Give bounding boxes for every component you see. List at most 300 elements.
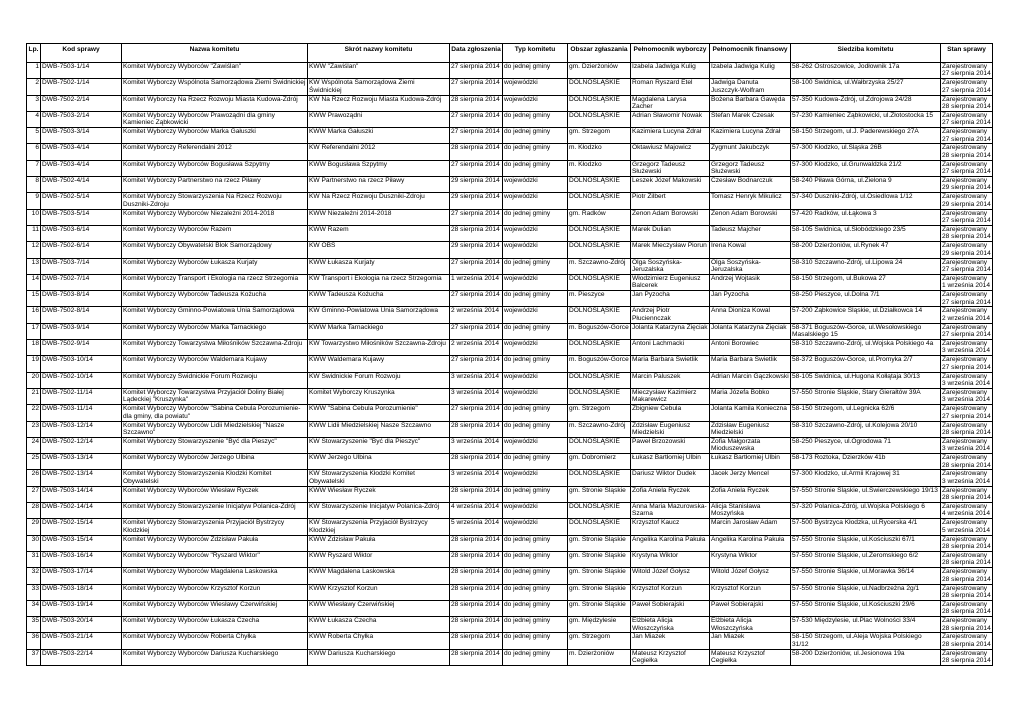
cell-skrot-nazwy: KWW Marka Tarnackiego xyxy=(308,323,450,339)
cell-lp: 17 xyxy=(27,323,41,339)
cell-lp: 33 xyxy=(27,584,41,600)
cell-lp: 9 xyxy=(27,193,41,209)
cell-pelnomocnik-finansowy: Paweł Sobierajski xyxy=(710,600,791,616)
header-skrot-nazwy: Skrót nazwy komitetu xyxy=(308,44,450,63)
cell-siedziba: 57-300 Kłodzko, ul.Śląska 26B xyxy=(791,144,941,160)
table-row xyxy=(27,177,993,193)
cell-siedziba: 58-173 Roztoka, Dzierzków 41b xyxy=(791,454,941,470)
cell-data-zgloszenia: 3 września 2014 xyxy=(450,437,503,453)
cell-pelnomocnik-finansowy: Jacek Jerzy Mencel xyxy=(710,470,791,486)
cell-kod-sprawy: DWB-7502-2/14 xyxy=(41,95,122,111)
cell-nazwa-komitetu: Komitet Wyborczy Referendalni 2012 xyxy=(122,144,308,160)
table-row xyxy=(27,209,993,225)
cell-kod-sprawy: DWB-7503-11/14 xyxy=(41,405,122,421)
cell-stan-sprawy xyxy=(941,633,993,649)
cell-lp: 14 xyxy=(27,274,41,290)
cell-lp: 23 xyxy=(27,421,41,437)
cell-pelnomocnik-finansowy: Jan Pyzocha xyxy=(710,291,791,307)
cell-data-zgloszenia: 2 września 2014 xyxy=(450,340,503,356)
cell-skrot-nazwy: KWW Łukasza Czecha xyxy=(308,617,450,633)
cell-stan-sprawy xyxy=(941,421,993,437)
cell-nazwa-komitetu: Komitet Wyborczy Wyborców Wiesław Ryczek xyxy=(122,486,308,502)
cell-lp: 10 xyxy=(27,209,41,225)
cell-stan-sprawy xyxy=(941,486,993,502)
cell-typ-komitetu: do jednej gminy xyxy=(503,454,568,470)
cell-siedziba: 58-150 Strzegom, ul.J. Paderewskiego 27A xyxy=(791,128,941,144)
cell-nazwa-komitetu: Komitet Wyborczy Wyborców "Ryszard Wiktor" xyxy=(122,551,308,567)
cell-kod-sprawy: DWB-7503-22/14 xyxy=(41,649,122,665)
cell-pelnomocnik-finansowy: Maria Józefa Bobko xyxy=(710,388,791,404)
cell-obszar: m. Kłodzko xyxy=(568,144,631,160)
cell-obszar: gm. Stronie Śląskie xyxy=(568,600,631,616)
table-row xyxy=(27,307,993,323)
status-text: Zarejestrowany xyxy=(942,160,988,168)
cell-pelnomocnik-finansowy: Izabela Jadwiga Kulig xyxy=(710,63,791,79)
cell-pelnomocnik-wyborczy: Łukasz Bartłomiej Ulbin xyxy=(631,454,710,470)
status-text: Zarejestrowany xyxy=(942,63,988,70)
cell-obszar: gm. Dzierżoniów xyxy=(568,63,631,79)
cell-kod-sprawy: DWB-7503-10/14 xyxy=(41,356,122,372)
cell-data-zgloszenia: 28 sierpnia 2014 xyxy=(450,600,503,616)
cell-typ-komitetu: wojewódzki xyxy=(503,242,568,258)
cell-data-zgloszenia: 28 sierpnia 2014 xyxy=(450,225,503,241)
cell-typ-komitetu: do jednej gminy xyxy=(503,633,568,649)
status-date: 29 sierpnia 2014 xyxy=(942,200,991,208)
cell-lp: 32 xyxy=(27,568,41,584)
cell-stan-sprawy xyxy=(941,600,993,616)
cell-stan-sprawy xyxy=(941,160,993,176)
cell-data-zgloszenia: 29 sierpnia 2014 xyxy=(450,177,503,193)
cell-kod-sprawy: DWB-7502-6/14 xyxy=(41,242,122,258)
header-lp: Lp. xyxy=(27,44,41,63)
status-date: 27 sierpnia 2014 xyxy=(942,135,991,143)
cell-lp: 26 xyxy=(27,470,41,486)
status-text: Zarejestrowany xyxy=(942,242,988,250)
cell-stan-sprawy xyxy=(941,95,993,111)
cell-stan-sprawy xyxy=(941,617,993,633)
table-row xyxy=(27,160,993,176)
cell-nazwa-komitetu: Komitet Wyborczy Wyborców Magdalena Laskowska xyxy=(122,568,308,584)
cell-siedziba: 58-100 Świdnica, ul.Wałbrzyska 25/27 xyxy=(791,79,941,95)
cell-kod-sprawy: DWB-7502-7/14 xyxy=(41,274,122,290)
status-text: Zarejestrowany xyxy=(942,470,988,478)
status-text: Zarejestrowany xyxy=(942,454,988,462)
cell-kod-sprawy: DWB-7502-8/14 xyxy=(41,307,122,323)
cell-stan-sprawy xyxy=(941,79,993,95)
cell-siedziba: 57-230 Kamieniec Ząbkowicki, ul.Złotostocka 15 xyxy=(791,111,941,127)
cell-stan-sprawy xyxy=(941,340,993,356)
cell-siedziba: 57-200 Ząbkowice Śląskie, ul.Działkowca 14 xyxy=(791,307,941,323)
table-row xyxy=(27,486,993,502)
cell-obszar: m. Boguszów-Gorce xyxy=(568,356,631,372)
cell-nazwa-komitetu: Komitet Wyborczy Stowarzyszenia Na Rzecz Rozwoju Duszniki-Zdroju xyxy=(122,193,308,209)
cell-lp: 6 xyxy=(27,144,41,160)
cell-nazwa-komitetu: Komitet Wyborczy Stowarzyszenia Kłodzki Komitet Obywatelski xyxy=(122,470,308,486)
status-date: 27 sierpnia 2014 xyxy=(942,331,991,339)
cell-data-zgloszenia: 27 sierpnia 2014 xyxy=(450,291,503,307)
cell-data-zgloszenia: 3 września 2014 xyxy=(450,388,503,404)
table-row xyxy=(27,519,993,535)
cell-skrot-nazwy: KWW Tadeusza Kożucha xyxy=(308,291,450,307)
cell-siedziba: 58-310 Szczawno-Zdrój, ul.Lipowa 24 xyxy=(791,258,941,274)
cell-pelnomocnik-finansowy: Elżbieta Alicja Włoszczyńska xyxy=(710,617,791,633)
cell-typ-komitetu: wojewódzki xyxy=(503,437,568,453)
status-text: Zarejestrowany xyxy=(942,340,988,348)
cell-kod-sprawy: DWB-7503-14/14 xyxy=(41,486,122,502)
cell-nazwa-komitetu: Komitet Wyborczy Wyborców Jerzego Ulbina xyxy=(122,454,308,470)
status-text: Zarejestrowany xyxy=(942,193,988,201)
cell-skrot-nazwy: KW Transport i Ekologia na rzecz Strzegomia xyxy=(308,274,450,290)
cell-pelnomocnik-finansowy: Adrian Marcin Gączkowski xyxy=(710,372,791,388)
cell-stan-sprawy xyxy=(941,307,993,323)
cell-pelnomocnik-wyborczy: Krzysztof Korzun xyxy=(631,584,710,600)
cell-skrot-nazwy: KW Towarzystwo Miłośników Szczawna-Zdroju xyxy=(308,340,450,356)
cell-typ-komitetu: do jednej gminy xyxy=(503,209,568,225)
cell-lp: 27 xyxy=(27,486,41,502)
cell-nazwa-komitetu: Komitet Wyborczy Wspólnota Samorządowa Ziemi Świdnickiej xyxy=(122,79,308,95)
cell-obszar: gm. Strzegom xyxy=(568,128,631,144)
cell-skrot-nazwy: KW Partnerstwo na rzecz Piławy xyxy=(308,177,450,193)
header-stan-sprawy: Stan sprawy xyxy=(941,44,993,63)
cell-nazwa-komitetu: Komitet Wyborczy Wyborców Zdzisław Pakuła xyxy=(122,535,308,551)
cell-typ-komitetu: wojewódzki xyxy=(503,340,568,356)
table-row xyxy=(27,356,993,372)
cell-pelnomocnik-wyborczy: Elżbieta Alicja Włoszczyńska xyxy=(631,617,710,633)
cell-lp: 24 xyxy=(27,437,41,453)
cell-pelnomocnik-wyborczy: Anna Maria Mazurowska-Szarna xyxy=(631,503,710,519)
cell-pelnomocnik-finansowy: Krzysztof Korzun xyxy=(710,584,791,600)
cell-stan-sprawy xyxy=(941,225,993,241)
header-typ-komitetu: Typ komitetu xyxy=(503,44,568,63)
status-date: 28 sierpnia 2014 xyxy=(942,608,991,616)
status-text: Zarejestrowany xyxy=(942,258,988,266)
cell-nazwa-komitetu: Komitet Wyborczy Partnerstwo na rzecz Piławy xyxy=(122,177,308,193)
cell-pelnomocnik-wyborczy: Marek Mieczysław Piorun xyxy=(631,242,710,258)
cell-data-zgloszenia: 27 sierpnia 2014 xyxy=(450,128,503,144)
header-siedziba-komitetu: Siedziba komitetu xyxy=(791,44,941,63)
status-date: 27 sierpnia 2014 xyxy=(942,217,991,225)
cell-kod-sprawy: DWB-7502-15/14 xyxy=(41,519,122,535)
cell-nazwa-komitetu: Komitet Wyborczy Wyborców "Zawiślan" xyxy=(122,63,308,79)
cell-obszar: m. Dzierżoniów xyxy=(568,649,631,665)
table-row xyxy=(27,437,993,453)
cell-lp: 3 xyxy=(27,95,41,111)
cell-skrot-nazwy: KW Na Rzecz Rozwoju Duszniki-Zdroju xyxy=(308,193,450,209)
cell-pelnomocnik-finansowy: Zofia Aniela Ryczek xyxy=(710,486,791,502)
cell-data-zgloszenia: 5 września 2014 xyxy=(450,519,503,535)
cell-pelnomocnik-wyborczy: Kazimiera Lucyna Zdrał xyxy=(631,128,710,144)
cell-obszar: DOLNOŚLĄSKIE xyxy=(568,193,631,209)
status-date: 28 sierpnia 2014 xyxy=(942,543,991,551)
cell-data-zgloszenia: 28 sierpnia 2014 xyxy=(450,535,503,551)
cell-siedziba: 57-550 Stronie Śląskie, ul.Nadbrzeżna 2g/1 xyxy=(791,584,941,600)
status-text: Zarejestrowany xyxy=(942,388,988,396)
cell-stan-sprawy xyxy=(941,291,993,307)
cell-data-zgloszenia: 27 sierpnia 2014 xyxy=(450,356,503,372)
status-date: 28 sierpnia 2014 xyxy=(942,640,991,648)
status-date: 28 sierpnia 2014 xyxy=(942,428,991,436)
status-date: 2 września 2014 xyxy=(942,314,991,322)
cell-stan-sprawy xyxy=(941,177,993,193)
cell-typ-komitetu: wojewódzki xyxy=(503,519,568,535)
cell-siedziba: 58-105 Świdnica, ul.Słobódzkiego 23/5 xyxy=(791,225,941,241)
cell-stan-sprawy xyxy=(941,503,993,519)
cell-pelnomocnik-wyborczy: Leszek Józef Makowski xyxy=(631,177,710,193)
cell-skrot-nazwy: KWW Niezależni 2014-2018 xyxy=(308,209,450,225)
cell-kod-sprawy: DWB-7503-7/14 xyxy=(41,258,122,274)
header-nazwa-komitetu: Nazwa komitetu xyxy=(122,44,308,63)
cell-data-zgloszenia: 28 sierpnia 2014 xyxy=(450,144,503,160)
table-row xyxy=(27,95,993,111)
cell-pelnomocnik-wyborczy: Włodzimierz Eugeniusz Balcerek xyxy=(631,274,710,290)
cell-stan-sprawy xyxy=(941,584,993,600)
header-data-zgloszenia: Data zgłoszenia xyxy=(450,44,503,63)
cell-obszar: DOLNOŚLĄSKIE xyxy=(568,307,631,323)
cell-pelnomocnik-finansowy: Angelika Karolina Pakuła xyxy=(710,535,791,551)
cell-typ-komitetu: do jednej gminy xyxy=(503,551,568,567)
table-row xyxy=(27,111,993,127)
status-date: 27 sierpnia 2014 xyxy=(942,412,991,420)
cell-kod-sprawy: DWB-7503-9/14 xyxy=(41,323,122,339)
cell-kod-sprawy: DWB-7503-19/14 xyxy=(41,600,122,616)
cell-data-zgloszenia: 2 września 2014 xyxy=(450,307,503,323)
cell-nazwa-komitetu: Komitet Wyborczy Towarzystwa Miłośników Szczawna-Zdroju xyxy=(122,340,308,356)
cell-kod-sprawy: DWB-7502-9/14 xyxy=(41,340,122,356)
cell-pelnomocnik-finansowy: Tadeusz Majcher xyxy=(710,225,791,241)
status-date: 29 sierpnia 2014 xyxy=(942,249,991,257)
cell-pelnomocnik-wyborczy: Marcin Paluszek xyxy=(631,372,710,388)
cell-siedziba: 58-200 Dzierżoniów, ul.Rynek 47 xyxy=(791,242,941,258)
cell-nazwa-komitetu: Komitet Wyborczy Stowarzyszenie "Być dla Pieszyc" xyxy=(122,437,308,453)
cell-skrot-nazwy: KWW Prawoządni xyxy=(308,111,450,127)
cell-siedziba: 58-200 Dzierżoniów, ul.Jesionowa 19a xyxy=(791,649,941,665)
cell-kod-sprawy: DWB-7502-1/14 xyxy=(41,79,122,95)
status-date: 28 sierpnia 2014 xyxy=(942,559,991,567)
cell-pelnomocnik-finansowy: Grzegorz Tadeusz Służewski xyxy=(710,160,791,176)
cell-lp: 35 xyxy=(27,617,41,633)
cell-skrot-nazwy: KWW "Sabina Cebula Porozumienie" xyxy=(308,405,450,421)
cell-pelnomocnik-finansowy: Marcin Jarosław Adam xyxy=(710,519,791,535)
cell-stan-sprawy xyxy=(941,323,993,339)
cell-data-zgloszenia: 27 sierpnia 2014 xyxy=(450,160,503,176)
cell-obszar: DOLNOŚLĄSKIE xyxy=(568,519,631,535)
cell-pelnomocnik-wyborczy: Paweł Brzozowski xyxy=(631,437,710,453)
cell-skrot-nazwy: KW Gminno-Powiatowa Unia Samorządowa xyxy=(308,307,450,323)
cell-typ-komitetu: wojewódzki xyxy=(503,95,568,111)
cell-siedziba: 58-150 Strzegom, ul.Bukowa 27 xyxy=(791,274,941,290)
cell-nazwa-komitetu: Komitet Wyborczy Świdnickie Forum Rozwoju xyxy=(122,372,308,388)
status-text: Zarejestrowany xyxy=(942,372,988,380)
cell-pelnomocnik-finansowy: Zofia Małgorzata Mioduszewska xyxy=(710,437,791,453)
cell-typ-komitetu: do jednej gminy xyxy=(503,535,568,551)
status-date: 3 września 2014 xyxy=(942,396,991,404)
cell-skrot-nazwy: KW Stowarzyszenia Przyjaciół Bystrzycy Kłodzkiej xyxy=(308,519,450,535)
cell-kod-sprawy: DWB-7503-2/14 xyxy=(41,111,122,127)
status-date: 5 września 2014 xyxy=(942,526,991,534)
cell-nazwa-komitetu: Komitet Wyborczy Wyborców Roberta Chyłka xyxy=(122,633,308,649)
cell-typ-komitetu: do jednej gminy xyxy=(503,421,568,437)
status-text: Zarejestrowany xyxy=(942,519,988,527)
status-date: 3 września 2014 xyxy=(942,445,991,453)
cell-nazwa-komitetu: Komitet Wyborczy Wyborców Marka Tarnackiego xyxy=(122,323,308,339)
cell-kod-sprawy: DWB-7503-3/14 xyxy=(41,128,122,144)
cell-obszar: gm. Strzegom xyxy=(568,633,631,649)
cell-siedziba: 58-150 Strzegom, ul.Legnicka 62/6 xyxy=(791,405,941,421)
cell-siedziba: 58-372 Boguszów-Gorce, ul.Promyka 2/7 xyxy=(791,356,941,372)
table-row xyxy=(27,568,993,584)
cell-typ-komitetu: wojewódzki xyxy=(503,372,568,388)
table-row xyxy=(27,274,993,290)
cell-skrot-nazwy: KW Na Rzecz Rozwoju Miasta Kudowa-Zdrój xyxy=(308,95,450,111)
cell-stan-sprawy xyxy=(941,128,993,144)
status-date: 28 sierpnia 2014 xyxy=(942,624,991,632)
table-row xyxy=(27,388,993,404)
status-text: Zarejestrowany xyxy=(942,600,988,608)
cell-lp: 5 xyxy=(27,128,41,144)
cell-pelnomocnik-wyborczy: Grzegorz Tadeusz Służewski xyxy=(631,160,710,176)
cell-stan-sprawy xyxy=(941,437,993,453)
cell-data-zgloszenia: 29 sierpnia 2014 xyxy=(450,242,503,258)
cell-siedziba: 57-550 Stronie Śląskie, ul.Swierczewskiego 19/13 xyxy=(791,486,941,502)
cell-data-zgloszenia: 28 sierpnia 2014 xyxy=(450,486,503,502)
cell-obszar: gm. Międzylesie xyxy=(568,617,631,633)
cell-nazwa-komitetu: Komitet Wyborczy Wyborców Lidii Miedzielskiej "Nasze Szczawno" xyxy=(122,421,308,437)
cell-pelnomocnik-finansowy: Andrzej Wojtasik xyxy=(710,274,791,290)
cell-stan-sprawy xyxy=(941,454,993,470)
cell-obszar: DOLNOŚLĄSKIE xyxy=(568,225,631,241)
cell-lp: 30 xyxy=(27,535,41,551)
status-date: 27 sierpnia 2014 xyxy=(942,265,991,273)
cell-nazwa-komitetu: Komitet Wyborczy Wyborców "Sabina Cebula Porozumienie-dla gminy, dla powiatu" xyxy=(122,405,308,421)
cell-nazwa-komitetu: Komitet Wyborczy Wyborców Wiesławy Czerwińskiej xyxy=(122,600,308,616)
cell-pelnomocnik-wyborczy: Jan Pyzocha xyxy=(631,291,710,307)
cell-lp: 18 xyxy=(27,340,41,356)
status-text: Zarejestrowany xyxy=(942,584,988,592)
cell-lp: 4 xyxy=(27,111,41,127)
cell-typ-komitetu: do jednej gminy xyxy=(503,584,568,600)
cell-stan-sprawy xyxy=(941,258,993,274)
cell-siedziba: 58-371 Boguszów-Gorce, ul.Wesołowskiego Masalskiego 15 xyxy=(791,323,941,339)
cell-stan-sprawy xyxy=(941,242,993,258)
cell-skrot-nazwy: KWW Łukasza Kurjaty xyxy=(308,258,450,274)
cell-skrot-nazwy: KWW Roberta Chyłka xyxy=(308,633,450,649)
cell-obszar: DOLNOŚLĄSKIE xyxy=(568,177,631,193)
cell-obszar: m. Kłodzko xyxy=(568,160,631,176)
cell-pelnomocnik-finansowy: Witold Józef Gołysz xyxy=(710,568,791,584)
cell-lp: 36 xyxy=(27,633,41,649)
cell-siedziba: 58-250 Pieszyce, ul.Dolna 7/1 xyxy=(791,291,941,307)
table-body xyxy=(27,63,993,666)
status-date: 28 sierpnia 2014 xyxy=(942,103,991,110)
cell-pelnomocnik-finansowy: Czesław Bodnarczuk xyxy=(710,177,791,193)
cell-skrot-nazwy: KW Świdnickie Forum Rozwoju xyxy=(308,372,450,388)
cell-lp: 37 xyxy=(27,649,41,665)
cell-nazwa-komitetu: Komitet Wyborczy Wyborców Prawoządni dla gminy Kamieniec Ząbkowicki xyxy=(122,111,308,127)
status-date: 3 września 2014 xyxy=(942,347,991,355)
cell-stan-sprawy xyxy=(941,388,993,404)
cell-data-zgloszenia: 28 sierpnia 2014 xyxy=(450,649,503,665)
cell-skrot-nazwy: KWW "Zawiślan" xyxy=(308,63,450,79)
cell-data-zgloszenia: 27 sierpnia 2014 xyxy=(450,79,503,95)
cell-pelnomocnik-finansowy: Zenon Adam Borowski xyxy=(710,209,791,225)
cell-pelnomocnik-wyborczy: Olga Soszyńska-Jeruzalska xyxy=(631,258,710,274)
cell-pelnomocnik-wyborczy: Mateusz Krzysztof Cegiełka xyxy=(631,649,710,665)
table-row xyxy=(27,470,993,486)
cell-pelnomocnik-wyborczy: Jolanta Katarzyna Zięciak xyxy=(631,323,710,339)
cell-kod-sprawy: DWB-7503-4/14 xyxy=(41,160,122,176)
status-text: Zarejestrowany xyxy=(942,144,988,152)
cell-siedziba: 58-105 Świdnica, ul.Hugona Kołłątaja 30/13 xyxy=(791,372,941,388)
cell-lp: 28 xyxy=(27,503,41,519)
cell-nazwa-komitetu: Komitet Wyborczy Stowarzyszenia Przyjaciół Bystrzycy Kłodzkiej xyxy=(122,519,308,535)
table-row xyxy=(27,649,993,665)
cell-pelnomocnik-wyborczy: Antoni Lachmacki xyxy=(631,340,710,356)
cell-data-zgloszenia: 28 sierpnia 2014 xyxy=(450,551,503,567)
cell-siedziba: 57-530 Międzylesie, ul.Plac Wolności 33/4 xyxy=(791,617,941,633)
cell-nazwa-komitetu: Komitet Wyborczy Wyborców Łukasza Kurjaty xyxy=(122,258,308,274)
cell-kod-sprawy: DWB-7503-18/14 xyxy=(41,584,122,600)
status-date: 28 sierpnia 2014 xyxy=(942,461,991,469)
status-date: 27 sierpnia 2014 xyxy=(942,119,991,127)
cell-pelnomocnik-wyborczy: Adrian Sławomir Nowak xyxy=(631,111,710,127)
cell-lp: 34 xyxy=(27,600,41,616)
cell-pelnomocnik-wyborczy: Jan Miazek xyxy=(631,633,710,649)
status-date: 27 sierpnia 2014 xyxy=(942,363,991,371)
cell-data-zgloszenia: 27 sierpnia 2014 xyxy=(450,323,503,339)
cell-pelnomocnik-finansowy: Bożena Barbara Gawęda xyxy=(710,95,791,111)
cell-obszar: m. Szczawno-Zdrój xyxy=(568,258,631,274)
table-header-row xyxy=(27,44,993,63)
cell-lp: 22 xyxy=(27,405,41,421)
cell-typ-komitetu: wojewódzki xyxy=(503,193,568,209)
cell-pelnomocnik-finansowy: Zygmunt Jakubczyk xyxy=(710,144,791,160)
cell-siedziba: 57-550 Stronie Śląskie, ul.Kościuszki 29/6 xyxy=(791,600,941,616)
cell-kod-sprawy: DWB-7503-8/14 xyxy=(41,291,122,307)
cell-lp: 7 xyxy=(27,160,41,176)
cell-obszar: gm. Strzegom xyxy=(568,405,631,421)
table-row xyxy=(27,193,993,209)
table-row xyxy=(27,63,993,79)
cell-pelnomocnik-finansowy: Łukasz Bartłomiej Ulbin xyxy=(710,454,791,470)
status-date: 4 września 2014 xyxy=(942,510,991,518)
cell-nazwa-komitetu: Komitet Wyborczy Gminno-Powiatowa Unia Samorządowa xyxy=(122,307,308,323)
header-pelnomocnik-wyborczy: Pełnomocnik wyborczy xyxy=(631,44,710,63)
cell-kod-sprawy: DWB-7503-4/14 xyxy=(41,144,122,160)
cell-pelnomocnik-finansowy: Jan Miazek xyxy=(710,633,791,649)
cell-obszar: m. Pieszyce xyxy=(568,291,631,307)
cell-lp: 1 xyxy=(27,63,41,79)
status-text: Zarejestrowany xyxy=(942,437,988,445)
cell-stan-sprawy xyxy=(941,405,993,421)
cell-siedziba: 58-240 Piława Górna, ul.Zielona 9 xyxy=(791,177,941,193)
cell-typ-komitetu: do jednej gminy xyxy=(503,568,568,584)
cell-siedziba: 57-320 Polanica-Zdrój, ul.Wojska Polskiego 6 xyxy=(791,503,941,519)
table-row xyxy=(27,405,993,421)
table-row xyxy=(27,128,993,144)
cell-nazwa-komitetu: Komitet Wyborczy Wyborców Razem xyxy=(122,225,308,241)
cell-obszar: DOLNOŚLĄSKIE xyxy=(568,372,631,388)
cell-nazwa-komitetu: Komitet Wyborczy Wyborców Tadeusza Kożucha xyxy=(122,291,308,307)
cell-kod-sprawy: DWB-7503-1/14 xyxy=(41,63,122,79)
cell-pelnomocnik-wyborczy: Oktawiusz Majowicz xyxy=(631,144,710,160)
cell-skrot-nazwy: KW Stowarzyszenia Kłodzki Komitet Obywatelski xyxy=(308,470,450,486)
cell-kod-sprawy: DWB-7502-12/14 xyxy=(41,437,122,453)
status-text: Zarejestrowany xyxy=(942,551,988,559)
status-text: Zarejestrowany xyxy=(942,503,988,511)
cell-obszar: DOLNOŚLĄSKIE xyxy=(568,242,631,258)
cell-lp: 21 xyxy=(27,388,41,404)
status-text: Zarejestrowany xyxy=(942,568,988,576)
